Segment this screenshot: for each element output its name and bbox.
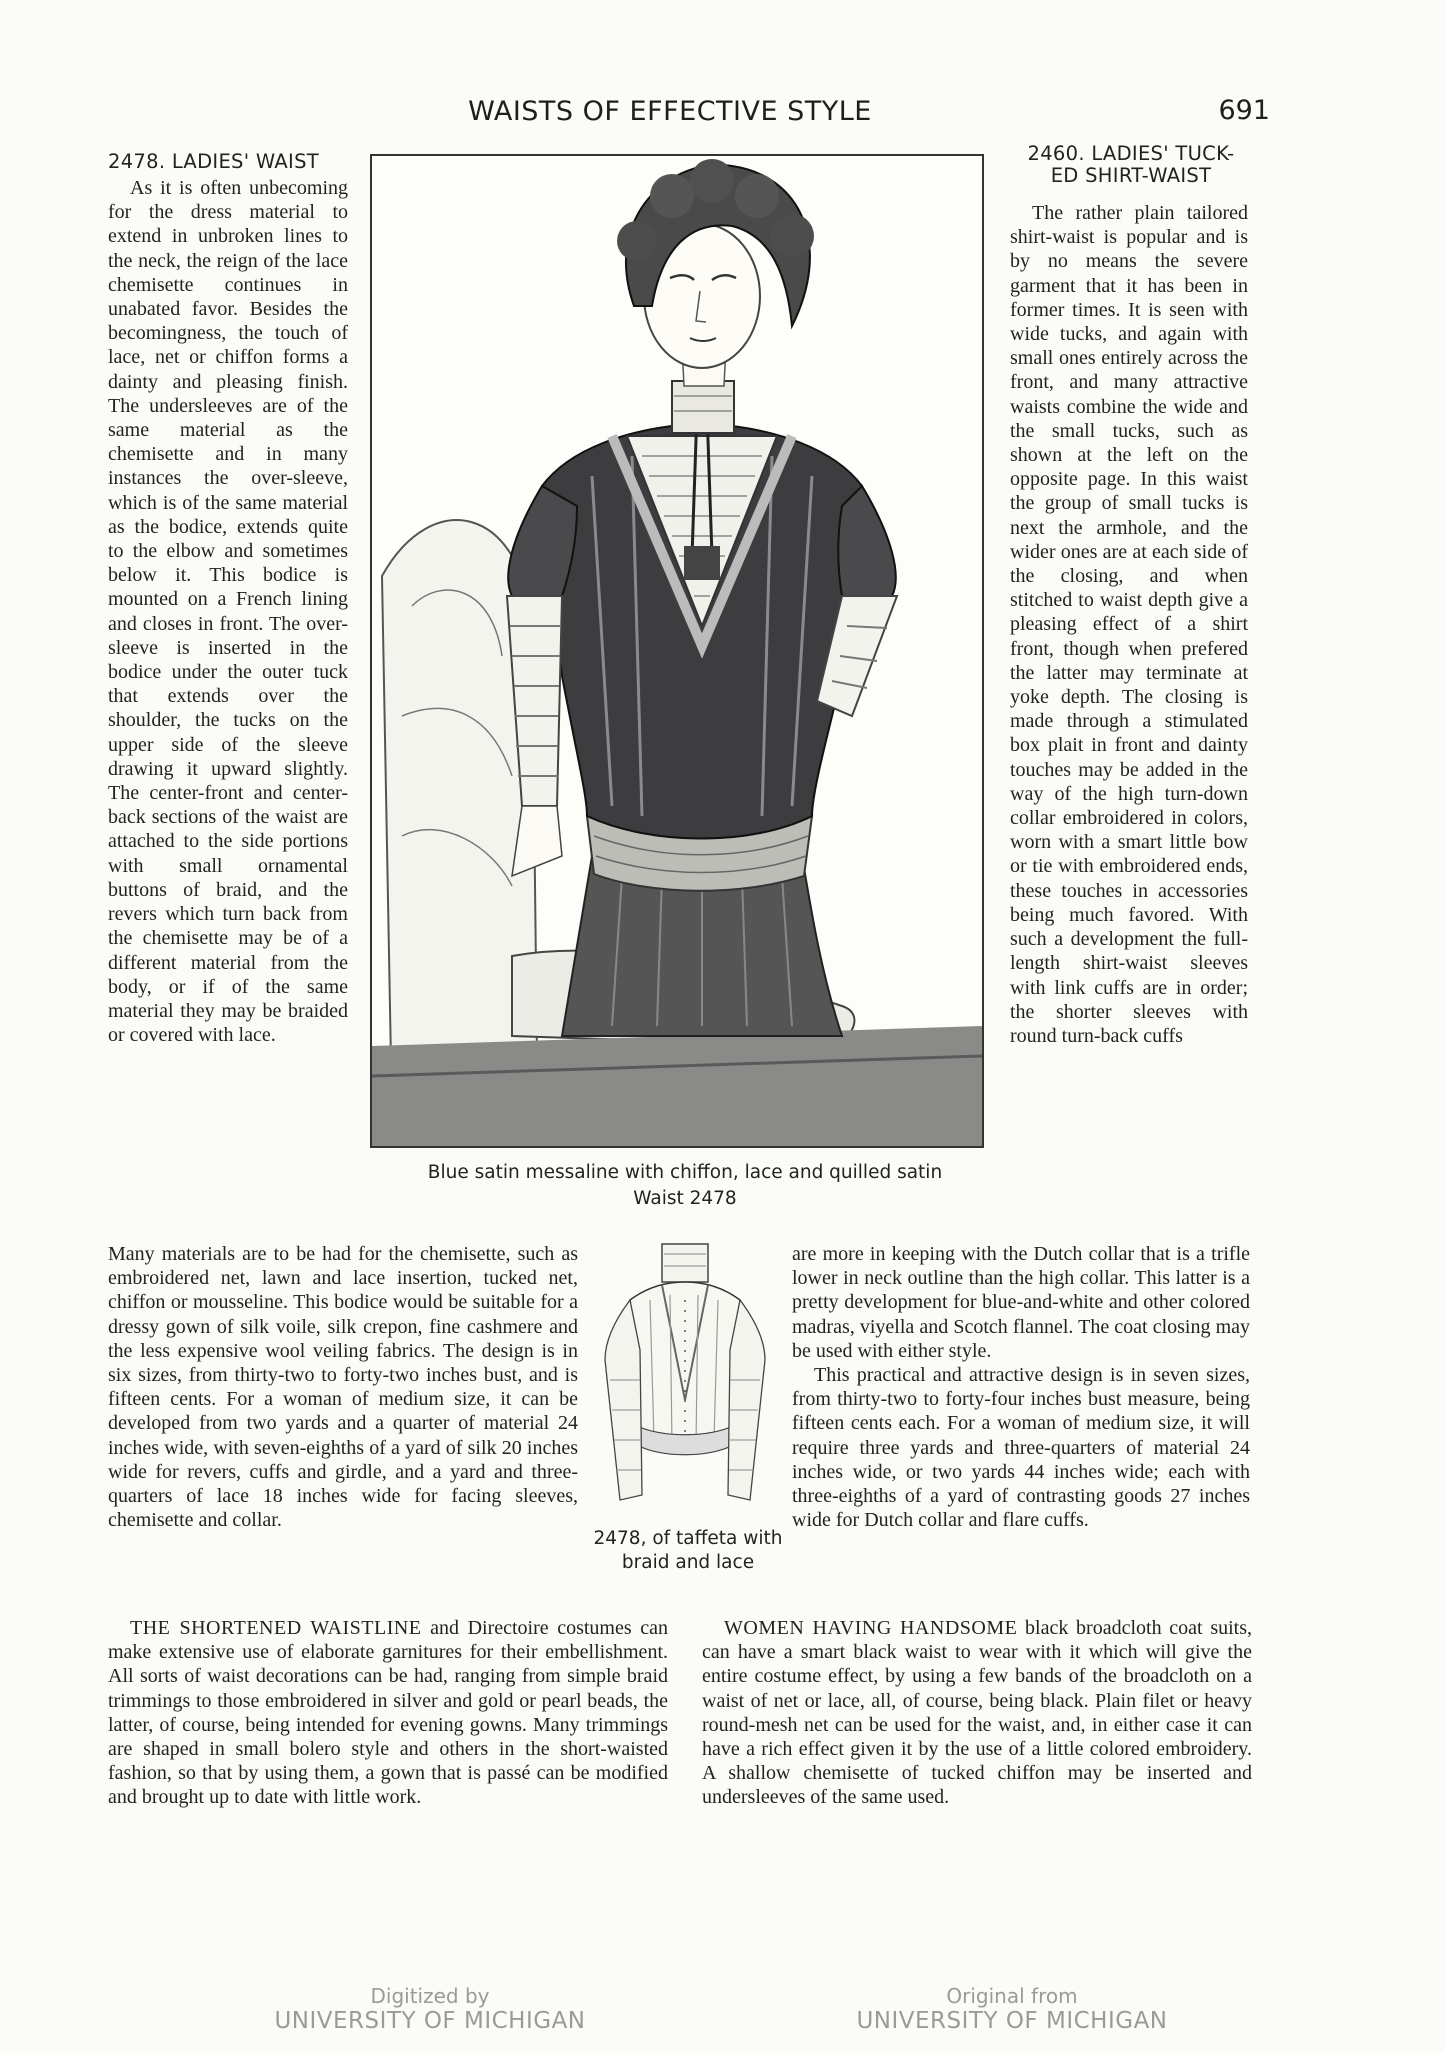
right-heading-line1: 2460. LADIES' TUCK-: [1027, 142, 1235, 165]
left-article-heading: 2478. LADIES' WAIST: [108, 150, 319, 173]
right-article-text: The rather plain tailored shirt-waist is popular and is by no means the severe garment that it has been in former times. It is seen with wide tucks, and again with small ones entirely across the front, and many attractive waists combine the wide and the small tucks, such as shown at the left on the opposite page. In this waist the group of small tucks is next the armhole, and the wider ones are at each side of the closing, and when stitched to waist depth give a pleasing effect of a shirt front, though when prefered the latter may terminate at yoke depth. The closing is made through a stimulated box plait in front and dainty touches may be added in the way of the high turn-down collar embroidered in colors, worn with a smart little bow or tie with embroidered ends, these touches in accessories being much favored. With such a development the full-length shirt-waist sleeves with link cuffs are in order; the shorter sleeves with round turn-back cuffs: [1010, 202, 1248, 1047]
right-continuation-text: are more in keeping with the Dutch collar that is a trifle lower in neck outline than the high collar. This latter is a pretty development for blue-and-white and other colored madras, viyella and Scotch flannel. The coat closing may be used with either style.: [792, 1243, 1250, 1362]
women-handsome-text: black broadcloth coat suits, can have a smart black waist to wear with it which will give the entire costume effect, by using a few bands of the broadcloth on a waist of net or lace, all, of course, being black. Plain filet or heavy round-mesh net can be used for the waist, and, in either case it can have a rich effect given it by the use of a little colored embroidery. A shallow chemisette of tucked chiffon may be inserted and undersleeves of the same used.: [702, 1617, 1252, 1809]
left-continuation-text: Many materials are to be had for the chemisette, such as embroidered net, lawn and lace insertion, tucked net, chiffon or mousseline. This bodice would be suitable for a dressy gown of silk voile, silk crepon, fine cashmere and the less expensive wool veiling fabrics. The design is in six sizes, from thirty-two to forty-two inches bust, and is fifteen cents. For a woman of medium size, it can be developed from two yards and a quarter of material 24 inches wide, with seven-eighths of a yard of silk 20 inches wide for revers, cuffs and girdle, and a yard and three-quarters of lace 18 inches wide for facing sleeves, chemisette and collar.: [108, 1243, 578, 1532]
main-caption-line1: Blue satin messaline with chiffon, lace and quilled satin: [427, 1162, 943, 1183]
right-article-continuation: [792, 1242, 1250, 1532]
small-figure-caption: [582, 1527, 794, 1575]
left-article-body: [108, 176, 348, 1047]
small-waist-figure: [590, 1240, 780, 1520]
women-handsome-article: [702, 1616, 1252, 1810]
shortened-waistline-paragraph: [108, 1616, 668, 1810]
main-caption-line2: Waist 2478: [633, 1188, 737, 1209]
left-article-continuation: [108, 1242, 578, 1532]
women-handsome-lead: WOMEN HAVING HANDSOME: [724, 1617, 1018, 1639]
footer-right-line2: UNIVERSITY OF MICHIGAN: [856, 2008, 1168, 2034]
taffeta-waist-illustration: [590, 1240, 780, 1520]
right-heading-line2: ED SHIRT-WAIST: [1050, 164, 1212, 187]
small-caption-line1: 2478, of taffeta with: [593, 1528, 783, 1549]
footer-left-line2: UNIVERSITY OF MICHIGAN: [274, 2008, 586, 2034]
small-caption-line2: braid and lace: [621, 1552, 755, 1573]
main-fashion-illustration: [370, 154, 984, 1148]
page-number: 691: [1218, 95, 1270, 126]
women-handsome-paragraph: [702, 1616, 1252, 1810]
right-article-heading: [1006, 143, 1256, 187]
left-article-text: As it is often unbecoming for the dress material to extend in unbroken lines to the neck, the reign of the lace chemisette continues in unabated favor. Besides the becomingness, the touch of lace, net or chiffon forms a dainty and pleasing finish. The undersleeves are of the same material as the chemisette and in many instances the over-sleeve, which is of the same material as the bodice, extends quite to the elbow and sometimes below it. This bodice is mounted on a French lining and closes in front. The over-sleeve is inserted in the bodice under the outer tuck that extends over the shoulder, the tucks on the upper side of the sleeve drawing it upward slightly. The center-front and center-back sections of the waist are attached to the side portions with small ornamental buttons of braid, and the revers which turn back from the chemisette may be of a different material from the body, or if of the same material they may be braided or covered with lace.: [108, 177, 348, 1047]
footer-digitized-by: [230, 1984, 630, 2034]
shortened-waistline-article: [108, 1616, 668, 1810]
right-sizes-text: This practical and attractive design is in seven sizes, from thirty-two to forty-four inches bust measure, being fifteen cents each. For a woman of medium size, it will require three yards and three-quarters of material 24 inches wide, or two yards 44 inches wide; each with three-eighths of a yard of contrasting goods 27 inches wide for Dutch collar and flare cuffs.: [792, 1364, 1250, 1532]
main-figure-caption: [390, 1160, 980, 1212]
page-header-title: WAISTS OF EFFECTIVE STYLE: [468, 96, 872, 127]
woman-in-waist-illustration: [372, 156, 982, 1146]
shortened-waistline-lead: THE SHORTENED WAISTLINE: [130, 1617, 422, 1639]
footer-original-from: [812, 1984, 1212, 2034]
footer-right-line1: Original from: [946, 1984, 1078, 2008]
right-article-body: [1010, 201, 1248, 1048]
shortened-waistline-text: and Directoire costumes can make extensive use of elaborate garnitures for their embellishment. All sorts of waist decorations can be had, ranging from simple braid trimmings to those embroidered in silver and gold or pearl beads, the latter, of course, being intended for evening gowns. Many trimmings are shaped in small bolero style and others in the short-waisted fashion, so that by using them, a gown that is passé can be modified and brought up to date with little work.: [108, 1617, 668, 1809]
footer-left-line1: Digitized by: [370, 1984, 490, 2008]
